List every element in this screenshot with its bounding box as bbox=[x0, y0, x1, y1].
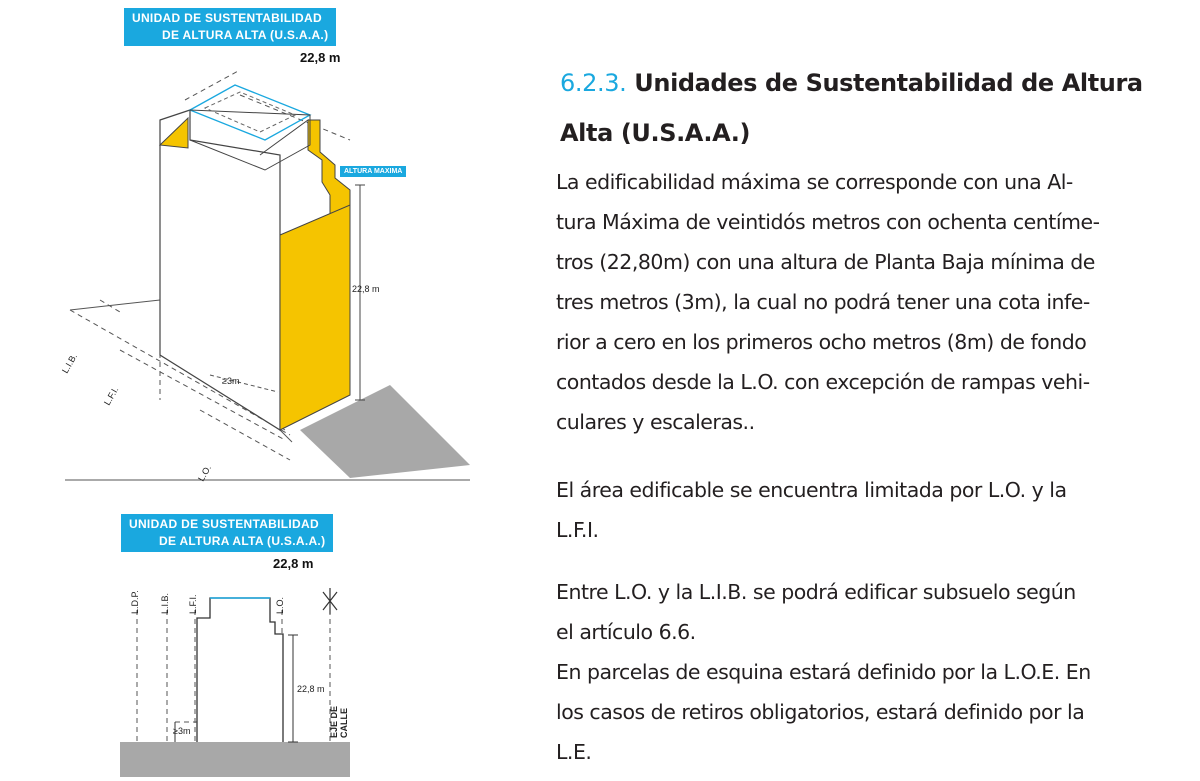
paragraph-line: En parcelas de esquina estará definido por la L.O.E. En bbox=[556, 660, 1091, 684]
section-side-height-label: 22,8 m bbox=[297, 684, 325, 694]
section-lo-label: L.O. bbox=[275, 596, 285, 614]
paragraph-line: La edificabilidad máxima se corresponde con una Al- bbox=[556, 170, 1073, 194]
paragraph-line: el artículo 6.6. bbox=[556, 620, 696, 644]
section-diagram bbox=[115, 510, 365, 780]
side-height-label: 22,8 m bbox=[352, 284, 380, 294]
max-height-label: 22,8 m bbox=[300, 50, 341, 65]
paragraph-line: L.E. bbox=[556, 740, 592, 764]
section-heading bbox=[560, 68, 1160, 148]
paragraph-line: tres metros (3m), la cual no podrá tener una cota infe- bbox=[556, 290, 1090, 314]
paragraph-2 bbox=[556, 470, 1116, 550]
ldp-label: L.D.P. bbox=[130, 590, 140, 614]
paragraph-1 bbox=[556, 162, 1116, 442]
section-lfi-label: L.F.I. bbox=[188, 594, 198, 614]
paragraph-line: contados desde la L.O. con excepción de rampas vehi- bbox=[556, 370, 1090, 394]
paragraph-line: los casos de retiros obligatorios, estará definido por la bbox=[556, 700, 1085, 724]
section-ground-floor-label: ≥3m bbox=[173, 726, 191, 736]
paragraph-line: culares y escaleras.. bbox=[556, 410, 755, 434]
diagram-title-tag bbox=[124, 8, 336, 46]
lib-label: L.I.B. bbox=[60, 351, 80, 375]
max-height-tag: ALTURA MAXIMA bbox=[340, 166, 406, 177]
isometric-building-drawing bbox=[60, 0, 480, 490]
paragraph-line: Entre L.O. y la L.I.B. se podrá edificar subsuelo según bbox=[556, 580, 1076, 604]
paragraph-line: rior a cero en los primeros ocho metros (8m) de fondo bbox=[556, 330, 1087, 354]
ground-section bbox=[120, 742, 350, 777]
lfi-label: L.F.I. bbox=[102, 385, 121, 407]
street-axis-icon bbox=[323, 588, 337, 614]
paragraph-line: L.F.I. bbox=[556, 518, 599, 542]
tag-line-1: UNIDAD DE SUSTENTABILIDAD bbox=[132, 11, 322, 25]
paragraph-line: tros (22,80m) con una altura de Planta Baja mínima de bbox=[556, 250, 1095, 274]
lo-label: L.O. bbox=[196, 463, 214, 483]
section-tag-line-2: DE ALTURA ALTA (U.S.A.A.) bbox=[159, 534, 326, 548]
street-axis-label: EJE DE CALLE bbox=[329, 705, 349, 738]
paragraph-line: tura Máxima de veintidós metros con ochenta centíme- bbox=[556, 210, 1100, 234]
section-title-tag bbox=[121, 514, 333, 552]
section-number: 6.2.3. bbox=[560, 69, 627, 97]
ground-floor-label: ≥3m bbox=[222, 376, 240, 386]
tag-line-2: DE ALTURA ALTA (U.S.A.A.) bbox=[162, 28, 329, 42]
paragraph-line: El área edificable se encuentra limitada por L.O. y la bbox=[556, 478, 1067, 502]
section-title-line-2: Alta (U.S.A.A.) bbox=[560, 119, 751, 147]
paragraph-3 bbox=[556, 572, 1116, 772]
section-max-height-label: 22,8 m bbox=[273, 556, 314, 571]
section-tag-line-1: UNIDAD DE SUSTENTABILIDAD bbox=[129, 517, 319, 531]
section-lib-label: L.I.B. bbox=[160, 592, 170, 614]
isometric-diagram bbox=[60, 0, 480, 490]
section-title-line-1: Unidades de Sustentabilidad de Altura bbox=[634, 69, 1143, 97]
